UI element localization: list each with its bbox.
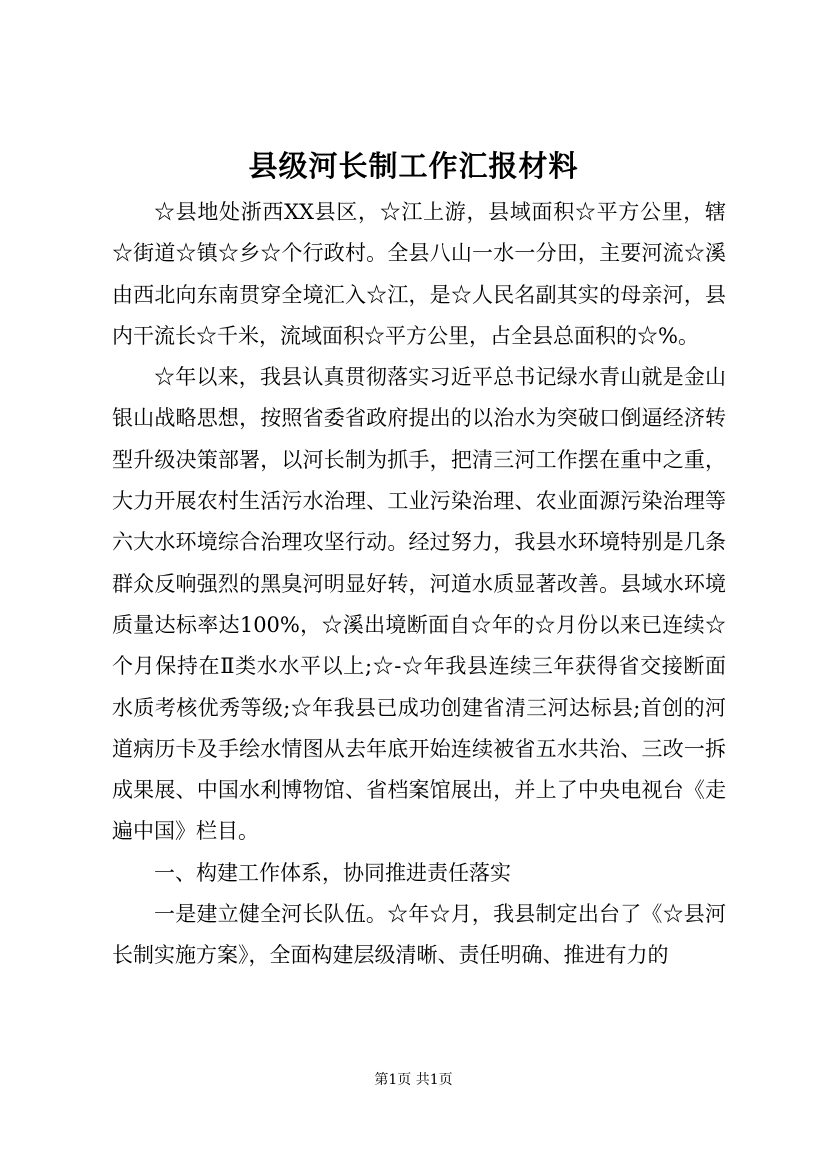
section-heading-1: 一、构建工作体系，协同推进责任落实	[154, 860, 511, 885]
document-title: 县级河长制工作汇报材料	[248, 149, 579, 183]
page-number-footer: 第1页 共1页	[374, 1072, 453, 1088]
document-body	[112, 192, 726, 977]
paragraph-river-chief-team: 一是建立健全河长队伍。☆年☆月，我县制定出台了《☆县河长制实施方案》，全面构建层级清晰、责任明确、推进有力的	[112, 902, 726, 968]
paragraph-achievements: ☆年以来，我县认真贯彻落实习近平总书记绿水青山就是金山银山战略思想，按照省委省政府提出的以治水为突破口倒逼经济转型升级决策部署，以河长制为抓手，把清三河工作摆在重中之重，大力开展农村生活污水治理、工业污染治理、农业面源污染治理等六大水环境综合治理攻坚行动。经过努力，我县水环境特别是几条群众反响强烈的黑臭河明显好转，河道水质显著改善。县域水环境质量达标率达100%，☆溪出境断面自☆年的☆月份以来已连续☆个月保持在Ⅱ类水水平以上;☆-☆年我县连续三年获得省交接断面水质考核优秀等级;☆年我县已成功创建省清三河达标县;首创的河道病历卡及手绘水情图从去年底开始连续被省五水共治、三改一拆成果展、中国水利博物馆、省档案馆展出，并上了中央电视台《走遍中国》栏目。	[112, 365, 726, 844]
paragraph-county-overview: ☆县地处浙西XX县区，☆江上游，县域面积☆平方公里，辖☆街道☆镇☆乡☆个行政村。全县八山一水一分田，主要河流☆溪由西北向东南贯穿全境汇入☆江，是☆人民名副其实的母亲河，县内干流长☆千米，流域面积☆平方公里，占全县总面积的☆%。	[112, 200, 726, 348]
